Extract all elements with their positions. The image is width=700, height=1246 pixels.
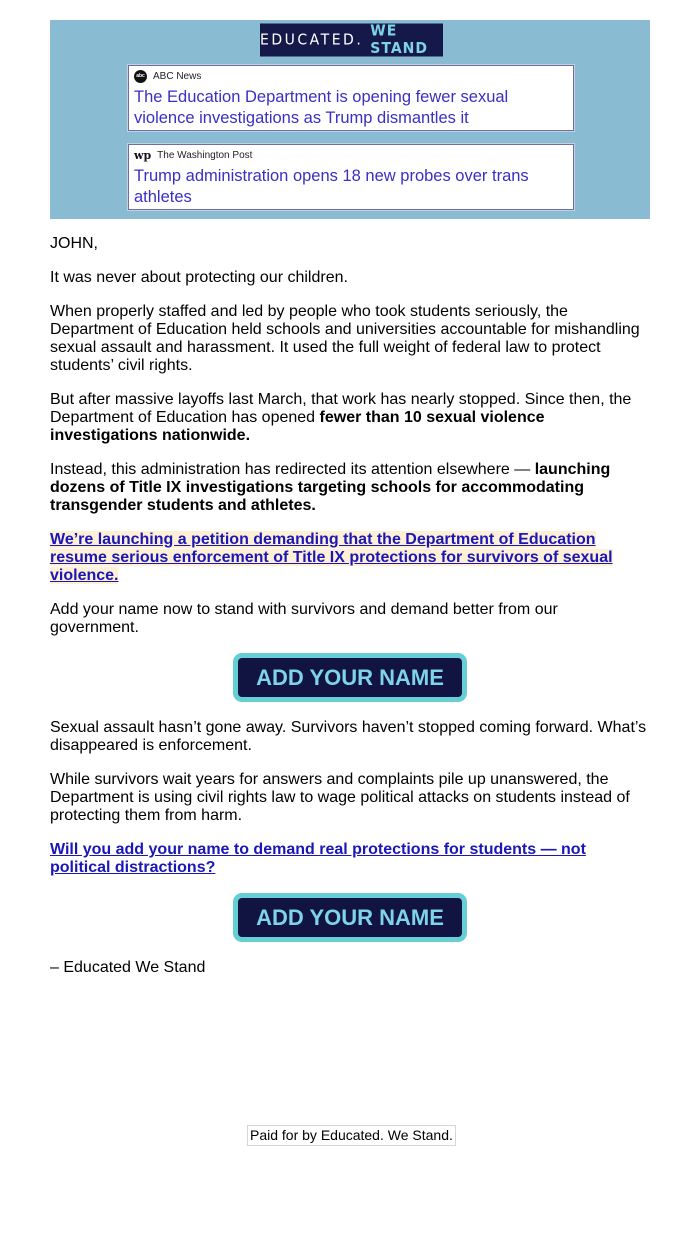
add-your-name-button[interactable]: ADD YOUR NAME bbox=[233, 653, 467, 702]
email-body bbox=[50, 20, 650, 976]
abc-news-icon: abc bbox=[134, 70, 147, 83]
paragraph-5: Add your name now to stand with survivors and demand better from our government. bbox=[50, 601, 558, 636]
signoff: – Educated We Stand bbox=[50, 959, 206, 976]
news-headline: The Education Department is opening fewer sexual violence investigations as Trump dismantles it bbox=[134, 88, 509, 127]
paragraph-6: Sexual assault hasn’t gone away. Survivors haven’t stopped coming forward. What’s disappeared is enforcement. bbox=[50, 719, 647, 754]
news-card-abc bbox=[128, 65, 574, 131]
paragraph-4-emphasis: launching dozens of Title IX investigations targeting schools for accommodating transgender students and athletes. bbox=[50, 461, 611, 514]
news-card-wapo bbox=[128, 144, 574, 210]
paragraph-7: While survivors wait years for answers and complaints pile up unanswered, the Department is using civil rights law to wage political attacks on students instead of protecting them from harm. bbox=[50, 771, 630, 824]
paragraph-1: It was never about protecting our children. bbox=[50, 269, 348, 286]
washington-post-icon: wp bbox=[134, 148, 152, 162]
logo-word-educated: EDUCATED. bbox=[260, 31, 364, 49]
petition-link[interactable]: We’re launching a petition demanding that the Department of Education resume serious enforcement of Title IX protections for survivors of sexual violence. bbox=[50, 531, 613, 584]
protections-link-paragraph bbox=[50, 841, 650, 877]
header-banner bbox=[50, 20, 650, 219]
paragraph-4 bbox=[50, 461, 650, 515]
news-source-label: The Washington Post bbox=[157, 149, 253, 161]
news-source bbox=[134, 148, 567, 162]
news-source bbox=[134, 69, 567, 83]
protections-link[interactable]: Will you add your name to demand real protections for students — not political distractions? bbox=[50, 841, 586, 876]
paragraph-3-text: But after massive layoffs last March, that work has nearly stopped. Since then, the Department of Education has opened bbox=[50, 391, 632, 426]
add-your-name-button-2[interactable]: ADD YOUR NAME bbox=[233, 893, 467, 942]
news-headline: Trump administration opens 18 new probes over trans athletes bbox=[134, 167, 529, 206]
petition-link-paragraph bbox=[50, 531, 650, 585]
news-source-label: ABC News bbox=[153, 70, 202, 82]
educated-we-stand-logo bbox=[260, 24, 443, 57]
paragraph-3-emphasis: fewer than 10 sexual violence investigations nationwide. bbox=[50, 409, 545, 444]
greeting: JOHN, bbox=[50, 235, 98, 252]
paragraph-4-text: Instead, this administration has redirected its attention elsewhere — bbox=[50, 461, 535, 478]
paragraph-3 bbox=[50, 391, 650, 445]
logo-word-we-stand: WE STAND bbox=[370, 22, 428, 58]
paragraph-2: When properly staffed and led by people who took students seriously, the Department of Education held schools and universities accountable for mishandling sexual assault and harassment. It used the full weight of federal law to protect students’ civil rights. bbox=[50, 303, 640, 374]
paid-for-disclaimer: Paid for by Educated. We Stand. bbox=[247, 1125, 456, 1146]
